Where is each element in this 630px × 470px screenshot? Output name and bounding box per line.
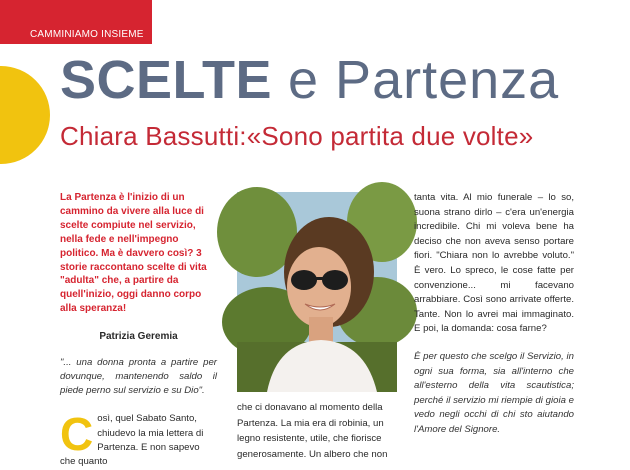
page-title bbox=[60, 50, 559, 110]
column-1 bbox=[60, 191, 217, 470]
lead-paragraph: La Partenza è l'inizio di un cammino da vivere alla luce di scelte compiute nel servizio, nella fede e nell'impegno politico. Ma è davvero così? 3 storie raccontano scelte di vita "adulta" che, a partire da quell'inizio, oggi danno corpo alla speranza! bbox=[60, 192, 207, 315]
portrait-photo bbox=[237, 192, 397, 392]
body-paragraph-3: tanta vita. Al mio funerale – lo so, suona strano dirlo – c'era un'energia incredibile. Chi mi voleva bene ha deciso che non aveva senso portare fiori. "Chiara non lo avrebbe voluto." È vero. Lo spreco, le cose fatte per convenzione... mi facevano arrabbiare. Così sono arrivate offerte. Tante. Non lo avrei mai immaginato. E poi, la domanda: cosa farne? bbox=[414, 192, 574, 335]
body-text-1: osì, quel Sabato Santo, chiudevo la mia lettera di Partenza. E non sapevo che quanto bbox=[60, 413, 204, 468]
dropcap-letter: C bbox=[60, 408, 94, 461]
intro-quote: "... una donna pronta a partire per dovunque, mantenendo saldo il piede perno sul servizio e su Dio". bbox=[60, 357, 217, 397]
decorative-yellow-circle bbox=[0, 66, 50, 164]
body-paragraph-2: che ci donavano al momento della Partenza. La mia era di robinia, un legno resistente, utile, che fiorisce generosamente. Un albero che non bbox=[237, 402, 388, 460]
body-paragraph-1 bbox=[60, 408, 217, 470]
column-3 bbox=[414, 191, 574, 438]
author-name: Patrizia Geremia bbox=[99, 331, 178, 343]
column-2 bbox=[237, 400, 397, 462]
article-subtitle: Chiara Bassutti:«Sono partita due volte» bbox=[60, 121, 534, 151]
body-paragraph-4-italic: È per questo che scelgo il Servizio, in ogni sua forma, sia all'interno che all'esterno della vita scautistica; perché il servizio mi riempie di gioia e vedo negli occhi di chi sto aiutando l'Amore del Signore. bbox=[414, 350, 574, 435]
section-tag: CAMMINIAMO INSIEME bbox=[0, 0, 152, 44]
title-bold: SCELTE bbox=[60, 50, 273, 110]
title-light: e Partenza bbox=[272, 50, 560, 110]
